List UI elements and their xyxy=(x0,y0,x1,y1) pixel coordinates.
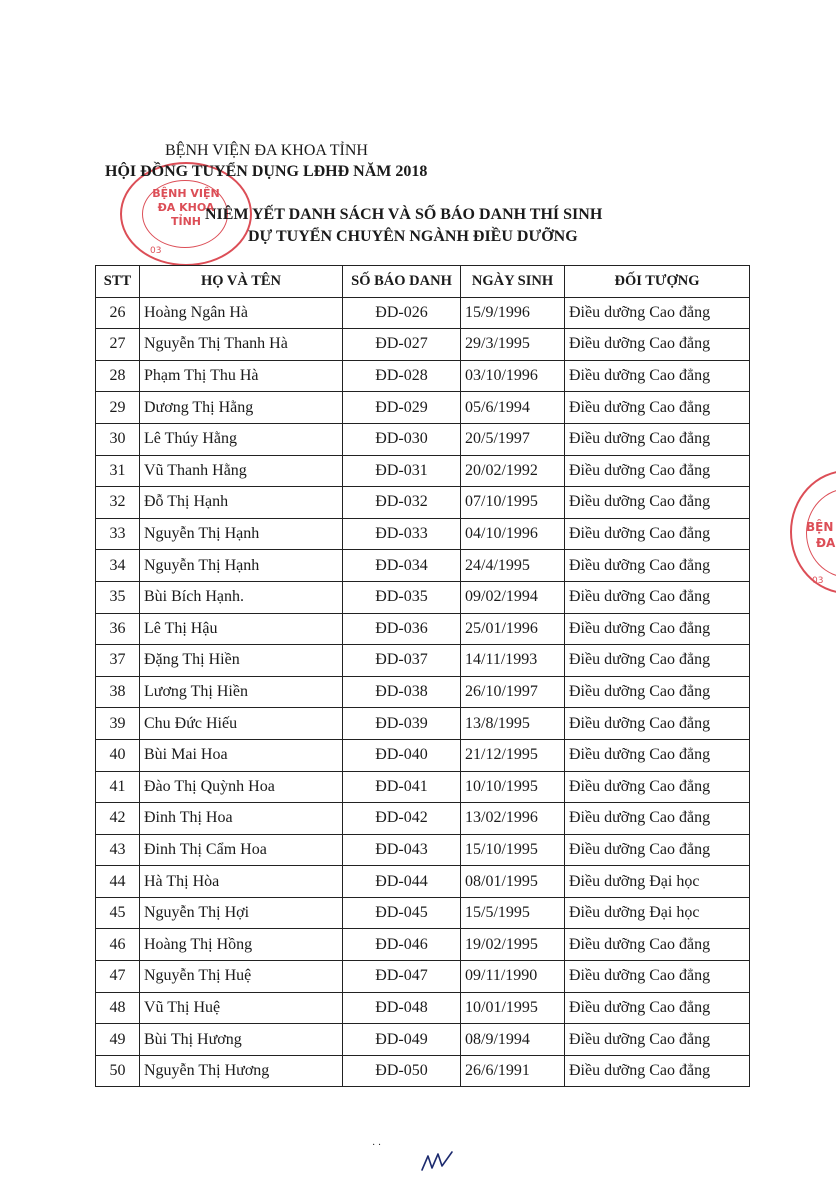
cell-stt: 38 xyxy=(96,676,140,708)
cell-birth-date: 08/01/1995 xyxy=(461,866,565,898)
table-row xyxy=(96,771,750,803)
cell-candidate-number: ĐD-030 xyxy=(343,423,461,455)
cell-candidate-number: ĐD-044 xyxy=(343,866,461,898)
cell-name: Vũ Thị Huệ xyxy=(140,992,343,1024)
table-row xyxy=(96,487,750,519)
cell-category: Điều dưỡng Cao đẳng xyxy=(565,518,750,550)
cell-stt: 32 xyxy=(96,487,140,519)
cell-name: Hoàng Thị Hồng xyxy=(140,929,343,961)
cell-name: Lê Thúy Hằng xyxy=(140,423,343,455)
cell-name: Phạm Thị Thu Hà xyxy=(140,360,343,392)
cell-stt: 31 xyxy=(96,455,140,487)
cell-name: Chu Đức Hiếu xyxy=(140,708,343,740)
table-row xyxy=(96,739,750,771)
cell-category: Điều dưỡng Đại học xyxy=(565,866,750,898)
candidate-table xyxy=(95,265,750,1087)
cell-candidate-number: ĐD-041 xyxy=(343,771,461,803)
table-body xyxy=(96,297,750,1087)
cell-stt: 26 xyxy=(96,297,140,329)
cell-category: Điều dưỡng Cao đẳng xyxy=(565,708,750,740)
seal-text: ĐA xyxy=(816,536,836,550)
cell-stt: 40 xyxy=(96,739,140,771)
cell-name: Nguyễn Thị Hương xyxy=(140,1055,343,1087)
table-row xyxy=(96,423,750,455)
cell-candidate-number: ĐD-037 xyxy=(343,645,461,677)
cell-name: Dương Thị Hằng xyxy=(140,392,343,424)
cell-category: Điều dưỡng Cao đẳng xyxy=(565,676,750,708)
cell-category: Điều dưỡng Cao đẳng xyxy=(565,423,750,455)
table-row xyxy=(96,803,750,835)
table-row xyxy=(96,1024,750,1056)
cell-candidate-number: ĐD-049 xyxy=(343,1024,461,1056)
cell-candidate-number: ĐD-043 xyxy=(343,834,461,866)
cell-category: Điều dưỡng Cao đẳng xyxy=(565,771,750,803)
cell-category: Điều dưỡng Cao đẳng xyxy=(565,455,750,487)
cell-category: Điều dưỡng Cao đẳng xyxy=(565,392,750,424)
cell-stt: 30 xyxy=(96,423,140,455)
cell-name: Đinh Thị Cẩm Hoa xyxy=(140,834,343,866)
cell-birth-date: 07/10/1995 xyxy=(461,487,565,519)
cell-name: Bùi Mai Hoa xyxy=(140,739,343,771)
seal-text: BỆNH VIỆN xyxy=(152,187,220,200)
cell-stt: 45 xyxy=(96,897,140,929)
seal-number: 03 xyxy=(812,576,824,586)
cell-category: Điều dưỡng Cao đẳng xyxy=(565,550,750,582)
cell-candidate-number: ĐD-033 xyxy=(343,518,461,550)
cell-category: Điều dưỡng Cao đẳng xyxy=(565,961,750,993)
table-row xyxy=(96,360,750,392)
cell-name: Đinh Thị Hoa xyxy=(140,803,343,835)
cell-stt: 42 xyxy=(96,803,140,835)
cell-candidate-number: ĐD-029 xyxy=(343,392,461,424)
cell-name: Đào Thị Quỳnh Hoa xyxy=(140,771,343,803)
cell-category: Điều dưỡng Cao đẳng xyxy=(565,360,750,392)
cell-category: Điều dưỡng Cao đẳng xyxy=(565,329,750,361)
table-row xyxy=(96,297,750,329)
cell-name: Hoàng Ngân Hà xyxy=(140,297,343,329)
cell-candidate-number: ĐD-027 xyxy=(343,329,461,361)
cell-stt: 27 xyxy=(96,329,140,361)
table-row xyxy=(96,329,750,361)
table-row xyxy=(96,550,750,582)
cell-candidate-number: ĐD-028 xyxy=(343,360,461,392)
cell-candidate-number: ĐD-042 xyxy=(343,803,461,835)
cell-birth-date: 13/8/1995 xyxy=(461,708,565,740)
cell-birth-date: 25/01/1996 xyxy=(461,613,565,645)
seal-text: ĐA KHOA xyxy=(157,201,215,214)
seal-text: BỆN xyxy=(806,520,834,534)
cell-birth-date: 09/02/1994 xyxy=(461,581,565,613)
cell-birth-date: 14/11/1993 xyxy=(461,645,565,677)
cell-category: Điều dưỡng Cao đẳng xyxy=(565,992,750,1024)
cell-name: Nguyễn Thị Huệ xyxy=(140,961,343,993)
cell-category: Điều dưỡng Đại học xyxy=(565,897,750,929)
table-header-row xyxy=(96,266,750,298)
cell-birth-date: 24/4/1995 xyxy=(461,550,565,582)
table-row xyxy=(96,897,750,929)
cell-birth-date: 15/9/1996 xyxy=(461,297,565,329)
cell-birth-date: 15/10/1995 xyxy=(461,834,565,866)
header-stt: STT xyxy=(96,266,140,298)
cell-candidate-number: ĐD-047 xyxy=(343,961,461,993)
cell-stt: 36 xyxy=(96,613,140,645)
cell-candidate-number: ĐD-046 xyxy=(343,929,461,961)
cell-birth-date: 10/01/1995 xyxy=(461,992,565,1024)
cell-birth-date: 10/10/1995 xyxy=(461,771,565,803)
signature-mark xyxy=(418,1148,458,1174)
table-row xyxy=(96,392,750,424)
cell-name: Bùi Thị Hương xyxy=(140,1024,343,1056)
cell-birth-date: 05/6/1994 xyxy=(461,392,565,424)
cell-category: Điều dưỡng Cao đẳng xyxy=(565,487,750,519)
cell-birth-date: 19/02/1995 xyxy=(461,929,565,961)
seal-number: 03 xyxy=(150,246,162,256)
cell-candidate-number: ĐD-031 xyxy=(343,455,461,487)
cell-name: Nguyễn Thị Hợi xyxy=(140,897,343,929)
cell-stt: 39 xyxy=(96,708,140,740)
cell-candidate-number: ĐD-045 xyxy=(343,897,461,929)
cell-birth-date: 29/3/1995 xyxy=(461,329,565,361)
cell-birth-date: 08/9/1994 xyxy=(461,1024,565,1056)
ink-dots: · · xyxy=(372,1140,382,1151)
cell-candidate-number: ĐD-026 xyxy=(343,297,461,329)
table-row xyxy=(96,929,750,961)
cell-category: Điều dưỡng Cao đẳng xyxy=(565,645,750,677)
cell-stt: 43 xyxy=(96,834,140,866)
cell-stt: 33 xyxy=(96,518,140,550)
cell-stt: 29 xyxy=(96,392,140,424)
cell-stt: 34 xyxy=(96,550,140,582)
cell-birth-date: 04/10/1996 xyxy=(461,518,565,550)
cell-birth-date: 26/10/1997 xyxy=(461,676,565,708)
cell-stt: 28 xyxy=(96,360,140,392)
cell-candidate-number: ĐD-040 xyxy=(343,739,461,771)
cell-candidate-number: ĐD-036 xyxy=(343,613,461,645)
cell-birth-date: 09/11/1990 xyxy=(461,961,565,993)
cell-candidate-number: ĐD-035 xyxy=(343,581,461,613)
cell-stt: 48 xyxy=(96,992,140,1024)
cell-name: Đặng Thị Hiền xyxy=(140,645,343,677)
table-row xyxy=(96,613,750,645)
cell-birth-date: 15/5/1995 xyxy=(461,897,565,929)
cell-candidate-number: ĐD-034 xyxy=(343,550,461,582)
cell-stt: 47 xyxy=(96,961,140,993)
cell-candidate-number: ĐD-039 xyxy=(343,708,461,740)
cell-name: Nguyễn Thị Hạnh xyxy=(140,550,343,582)
table-row xyxy=(96,866,750,898)
cell-candidate-number: ĐD-032 xyxy=(343,487,461,519)
cell-category: Điều dưỡng Cao đẳng xyxy=(565,834,750,866)
cell-stt: 44 xyxy=(96,866,140,898)
table-row xyxy=(96,708,750,740)
cell-category: Điều dưỡng Cao đẳng xyxy=(565,1055,750,1087)
cell-name: Lương Thị Hiền xyxy=(140,676,343,708)
cell-candidate-number: ĐD-048 xyxy=(343,992,461,1024)
cell-stt: 49 xyxy=(96,1024,140,1056)
header-candidate-number: SỐ BÁO DANH xyxy=(343,266,461,298)
cell-stt: 46 xyxy=(96,929,140,961)
cell-category: Điều dưỡng Cao đẳng xyxy=(565,1024,750,1056)
cell-stt: 35 xyxy=(96,581,140,613)
table-row xyxy=(96,992,750,1024)
table-row xyxy=(96,834,750,866)
cell-birth-date: 21/12/1995 xyxy=(461,739,565,771)
cell-category: Điều dưỡng Cao đẳng xyxy=(565,297,750,329)
cell-category: Điều dưỡng Cao đẳng xyxy=(565,739,750,771)
cell-candidate-number: ĐD-038 xyxy=(343,676,461,708)
cell-category: Điều dưỡng Cao đẳng xyxy=(565,929,750,961)
cell-birth-date: 20/02/1992 xyxy=(461,455,565,487)
table-row xyxy=(96,581,750,613)
cell-birth-date: 13/02/1996 xyxy=(461,803,565,835)
cell-name: Bùi Bích Hạnh. xyxy=(140,581,343,613)
cell-name: Lê Thị Hậu xyxy=(140,613,343,645)
table-row xyxy=(96,1055,750,1087)
notice-title-line2: DỰ TUYỂN CHUYÊN NGÀNH ĐIỀU DƯỠNG xyxy=(248,228,578,245)
table-row xyxy=(96,645,750,677)
cell-name: Nguyễn Thị Hạnh xyxy=(140,518,343,550)
notice-title-line1: NIÊM YẾT DANH SÁCH VÀ SỐ BÁO DANH THÍ SINH xyxy=(205,206,603,223)
seal-text: TỈNH xyxy=(170,215,201,228)
cell-birth-date: 26/6/1991 xyxy=(461,1055,565,1087)
cell-name: Đỗ Thị Hạnh xyxy=(140,487,343,519)
cell-category: Điều dưỡng Cao đẳng xyxy=(565,803,750,835)
table-row xyxy=(96,676,750,708)
cell-birth-date: 20/5/1997 xyxy=(461,423,565,455)
header-birth-date: NGÀY SINH xyxy=(461,266,565,298)
cell-name: Nguyễn Thị Thanh Hà xyxy=(140,329,343,361)
cell-category: Điều dưỡng Cao đẳng xyxy=(565,581,750,613)
cell-stt: 50 xyxy=(96,1055,140,1087)
hospital-name: BỆNH VIỆN ĐA KHOA TỈNH xyxy=(165,142,368,159)
cell-category: Điều dưỡng Cao đẳng xyxy=(565,613,750,645)
cell-stt: 37 xyxy=(96,645,140,677)
header-name: HỌ VÀ TÊN xyxy=(140,266,343,298)
table-row xyxy=(96,961,750,993)
cell-name: Hà Thị Hòa xyxy=(140,866,343,898)
table-row xyxy=(96,455,750,487)
cell-candidate-number: ĐD-050 xyxy=(343,1055,461,1087)
red-seal-stamp-edge xyxy=(790,470,836,594)
header-category: ĐỐI TƯỢNG xyxy=(565,266,750,298)
cell-name: Vũ Thanh Hằng xyxy=(140,455,343,487)
table-row xyxy=(96,518,750,550)
cell-stt: 41 xyxy=(96,771,140,803)
council-name: HỘI ĐỒNG TUYỂN DỤNG LĐHĐ NĂM 2018 xyxy=(105,163,428,180)
cell-birth-date: 03/10/1996 xyxy=(461,360,565,392)
